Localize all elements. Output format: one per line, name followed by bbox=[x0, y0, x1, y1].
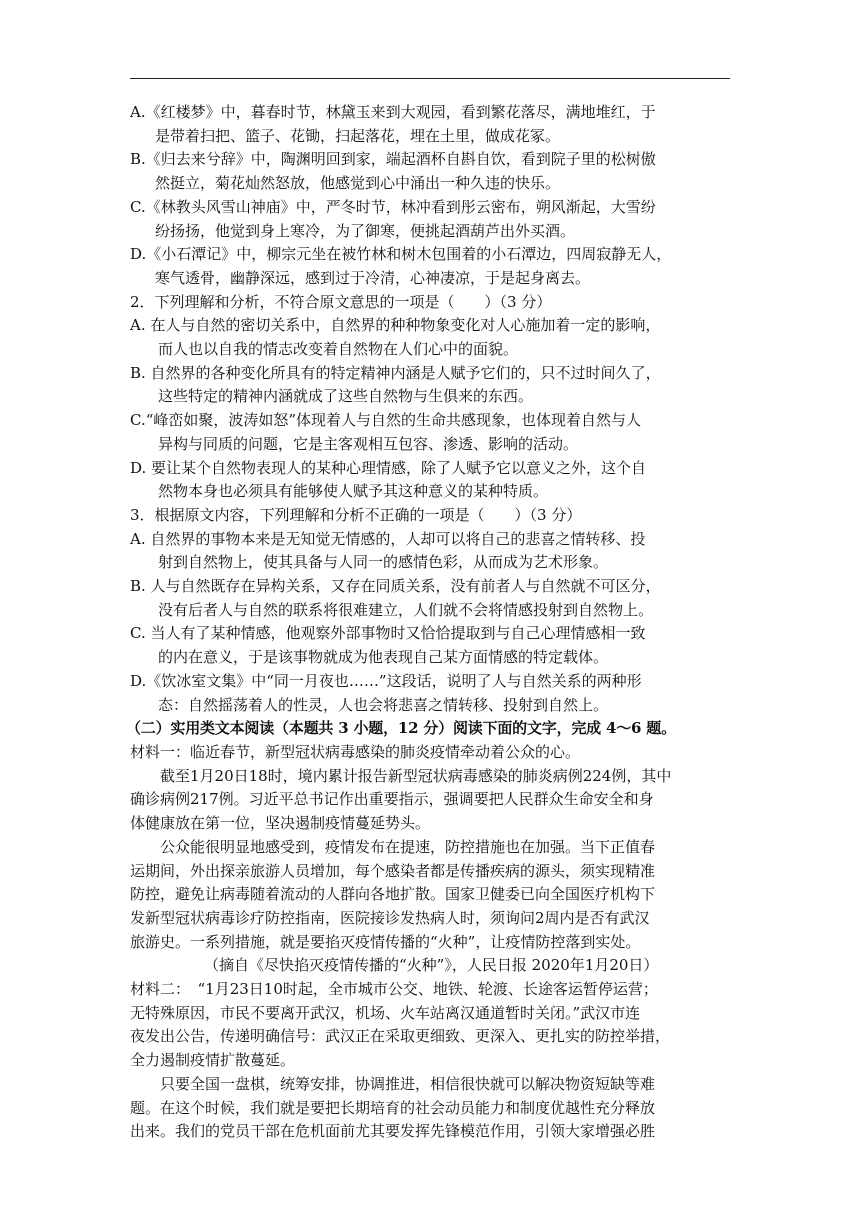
q2-option-d: D. 要让某个自然物表现人的某种心理情感，除了人赋予它以意义之外，这个自 然物本身也必须具有能够使人赋予其这种意义的某种特质。 bbox=[130, 458, 647, 501]
text-line: 出来。我们的党员干部在危机面前尤其要发挥先锋模范作用，引领大家增强必胜 bbox=[130, 1122, 656, 1141]
option-a: A.《红楼梦》中，暮春时节，林黛玉来到大观园，看到繁花落尽，满地堆红，于 是带着扫把、篮子、花锄，扫起落花，埋在土里，做成花冢。 bbox=[130, 103, 656, 145]
material-1-intro: 材料一：临近春节，新型冠状病毒感染的肺炎疫情牵动着公众的心。 bbox=[130, 742, 581, 761]
option-b: B.《归去来兮辞》中，陶渊明回到家，端起酒杯自斟自饮，看到院子里的松树傲 然挺立，菊花灿然怒放，他感觉到心中涌出一种久违的快乐。 bbox=[130, 150, 656, 193]
text-line: 全力遏制疫情扩散蔓延。 bbox=[130, 1051, 296, 1070]
material-2 bbox=[130, 978, 733, 1073]
text-line: 体健康放在第一位，坚决遏制疫情蔓延势头。 bbox=[130, 814, 431, 833]
text-line: 无特殊原因，市民不要离开武汉，机场、火车站离汉通道暂时关闭。”武汉市连 bbox=[130, 1003, 641, 1022]
q3-option-d: D.《饮冰室文集》中“同一月夜也……”这段话，说明了人与自然关系的两种形 态：自然摇荡着人的性灵，人也会将悲喜之情转移、投射到自然上。 bbox=[130, 671, 642, 714]
q3-option-b: B. 人与自然既存在异构关系，又存在同质关系，没有前者人与自然就不可区分， 没有后者人与自然的联系将很难建立，人们就不会将情感投射到自然物上。 bbox=[130, 577, 661, 619]
text-line: 夜发出公告，传递明确信号：武汉正在采取更细致、更深入、更扎实的防控举措， bbox=[130, 1027, 671, 1046]
q2-option-a: A. 在人与自然的密切关系中，自然界的种种物象变化对人心施加着一定的影响， 而人也以自我的情志改变着自然物在人们心中的面貌。 bbox=[130, 316, 661, 359]
q2-option-c: C.“峰峦如聚，波涛如怒”体现着人与自然的生命共感现象，也体现着自然与人 异构与同质的问题，它是主客观相互包容、渗透、影响的活动。 bbox=[130, 411, 642, 453]
text-line: 防控，避免让病毒随着流动的人群向各地扩散。国家卫健委已向全国医疗机构下 bbox=[130, 885, 656, 904]
citation: （摘自《尽快掐灭疫情传播的“火种”》，人民日报 2020年1月20日） bbox=[204, 956, 659, 975]
question-3: 3．根据原文内容，下列理解和分析不正确的一项是（ ）（3 分） bbox=[130, 505, 582, 524]
option-d: D.《小石潭记》中，柳宗元坐在被竹林和树木包围着的小石潭边，四周寂静无人， 寒气透骨，幽静深远，感到过于冷清，心神凄凉，于是起身离去。 bbox=[130, 245, 672, 287]
section-heading: （二）实用类文本阅读（本题共 3 小题，12 分）阅读下面的文字，完成 4～6 题。 bbox=[126, 719, 676, 738]
document-body bbox=[126, 101, 733, 1144]
text-line: 公众能很明显地感受到，疫情发布在提速，防控措施也在加强。当下正值春 bbox=[160, 837, 656, 856]
q3-option-c: C. 当人有了某种情感，他观察外部事物时又恰恰提取到与自己心理情感相一致 的内在意义，于是该事物就成为他表现自己某方面情感的特定载体。 bbox=[130, 624, 646, 667]
text-line: 旅游史。一系列措施，就是要掐灭疫情传播的“火种”，让疫情防控落到实处。 bbox=[130, 932, 641, 951]
text-line: 发新型冠状病毒诊疗防控指南，医院接诊发热病人时，须询问2周内是否有武汉 bbox=[130, 908, 650, 927]
q3-option-a: A. 自然界的事物本来是无知觉无情感的，人却可以将自己的悲喜之情转移、投 射到自然物上，使其具备与人同一的感情色彩，从而成为艺术形象。 bbox=[130, 529, 646, 572]
text-line: 运期间，外出探亲旅游人员增加，每个感染者都是传播疾病的源头，须实现精准 bbox=[130, 861, 656, 880]
text-line: 确诊病例217例。习近平总书记作出重要指示，强调要把人民群众生命安全和身 bbox=[130, 790, 654, 809]
text-line: 只要全国一盘棋，统筹安排，协调推进，相信很快就可以解决物资短缺等难 bbox=[160, 1074, 656, 1093]
question-2: 2．下列理解和分析，不符合原文意思的一项是（ ）（3 分） bbox=[130, 292, 552, 311]
option-c: C.《林教头风雪山神庙》中，严冬时节，林冲看到彤云密布，朔风渐起，大雪纷 纷扬扬，他觉到身上寒冷，为了御寒，便挑起酒葫芦出外买酒。 bbox=[130, 197, 656, 240]
paragraph-1 bbox=[130, 765, 733, 836]
q2-option-b: B. 自然界的各种变化所具有的特定精神内涵是人赋予它们的，只不过时间久了， 这些特定的精神内涵就成了这些自然物与生俱来的东西。 bbox=[130, 363, 661, 406]
paragraph-3 bbox=[130, 1073, 733, 1144]
text-line: 截至1月20日18时，境内累计报告新型冠状病毒感染的肺炎病例224例，其中 bbox=[160, 766, 672, 785]
paragraph-2 bbox=[130, 836, 733, 955]
text-line: 题。在这个时候，我们就是要把长期培育的社会动员能力和制度优越性充分释放 bbox=[130, 1098, 656, 1117]
header-rule bbox=[130, 78, 730, 79]
text-line: 材料二： “1月23日10时起，全市城市公交、地铁、轮渡、长途客运暂停运营； bbox=[130, 980, 658, 999]
